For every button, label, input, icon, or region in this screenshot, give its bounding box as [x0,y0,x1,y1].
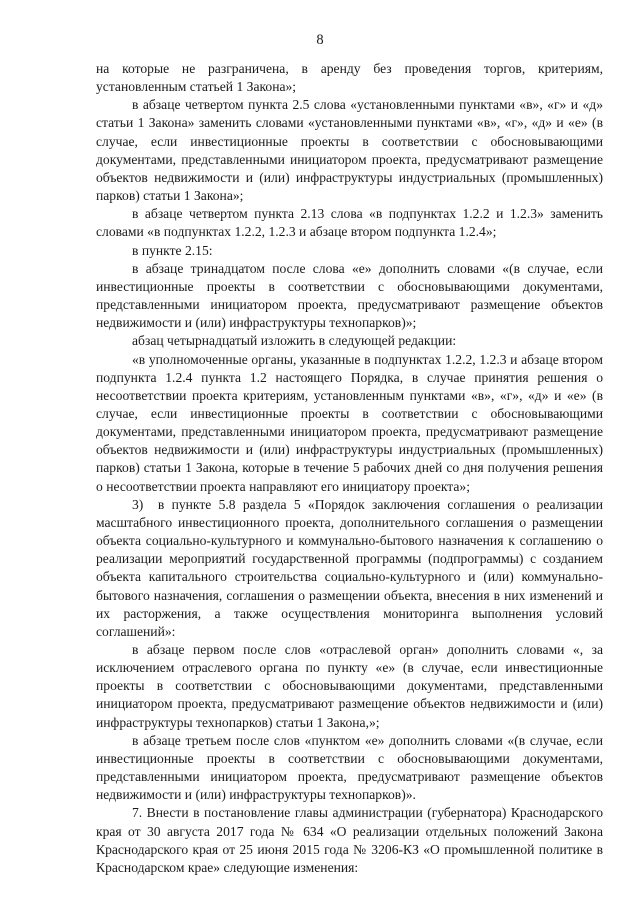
paragraph-item-3: 3) в пункте 5.8 раздела 5 «Порядок заключения соглашения о реализации масштабного инвестиционного проекта, дополнительного соглашения о размещении объекта социально-культурного и коммунально-бытового назначения к соглашению о реализации мероприятий государственной программы (подпрограммы) с созданием объекта капитального строительства социально-культурного и (или) коммунально-бытового назначения, соглашения о размещении объекта, внесения в них изменений и их расторжения, а также осуществления мониторинга выполнения условий соглашений»: [96,496,603,639]
paragraph-abzac-1: в абзаце первом после слов «отраслевой орган» дополнить словами «, за исключением отраслевого органа по пункту «е» (в случае, если инвестиционные проекты в соответствии с обосновывающими документами, представленными инициатором проекта, предусматривают размещение объектов недвижимости и (или) инфраструктуры технопарков) статьи 1 Закона,»; [96,642,603,730]
paragraph-continuation: на которые не разграничена, в аренду без проведения торгов, критериям, установленным статьей 1 Закона»; [96,61,603,95]
paragraph-abzac-3: в абзаце третьем после слов «пунктом «е» дополнить словами «(в случае, если инвестиционные проекты в соответствии с обосновывающими документами, представленными инициатором проекта, предусматривают размещение объектов недвижимости и (или) инфраструктуры технопарков)». [96,732,603,803]
paragraph-abzac-13: в абзаце тринадцатом после слова «е» дополнить словами «(в случае, если инвестиционные проекты в соответствии с обосновывающими документами, представленными инициатором проекта, предусматривают размещение объектов недвижимости и (или) инфраструктуры технопарков)»; [96,260,603,331]
paragraph-item-2-13: в абзаце четвертом пункта 2.13 слова «в подпунктах 1.2.2 и 1.2.3» заменить словами «в подпунктах 1.2.2, 1.2.3 и абзаце втором подпункта 1.2.4»; [96,206,603,240]
paragraph-abzac-14-heading: абзац четырнадцатый изложить в следующей редакции: [132,333,457,349]
paragraph-section-7: 7. Внести в постановление главы администрации (губернатора) Краснодарского края от 30 августа 2017 года № 634 «О реализации отдельных положений Закона Краснодарского края от 25 июня 2015 года № 3206-КЗ «О промышленной политике в Краснодарском крае» следующие изменения: [96,805,603,875]
page-number: 8 [316,32,324,48]
paragraph-item-2-5: в абзаце четвертом пункта 2.5 слова «установленными пунктами «в», «г» и «д» статьи 1 Закона» заменить словами «установленными пунктами «в», «г», «д» и «е» (в случае, если инвестиционные проекты в соответствии с обосновывающими документами, представленными инициатором проекта, предусматривают размещение объектов недвижимости и (или) инфраструктуры индустриальных (промышленных) парков) статьи 1 Закона»; [96,97,603,204]
paragraph-abzac-14-text: «в уполномоченные органы, указанные в подпунктах 1.2.2, 1.2.3 и абзаце втором подпункта 1.2.4 пункта 1.2 настоящего Порядка, в случае принятия решения о несоответствии проекта критериям, установленным пунктами «в», «г», «д» и «е» (в случае, если инвестиционные проекты в соответствии с обосновывающими документами, представленными инициатором проекта, предусматривают размещение объектов недвижимости и (или) инфраструктуры индустриальных (промышленных) парков) статьи 1 Закона, которые в течение 5 рабочих дней со дня получения решения о несоответствии проекта направляют его инициатору проекта»; [96,351,603,494]
document-body [96,60,603,877]
paragraph-item-2-15-heading: в пункте 2.15: [132,242,213,258]
